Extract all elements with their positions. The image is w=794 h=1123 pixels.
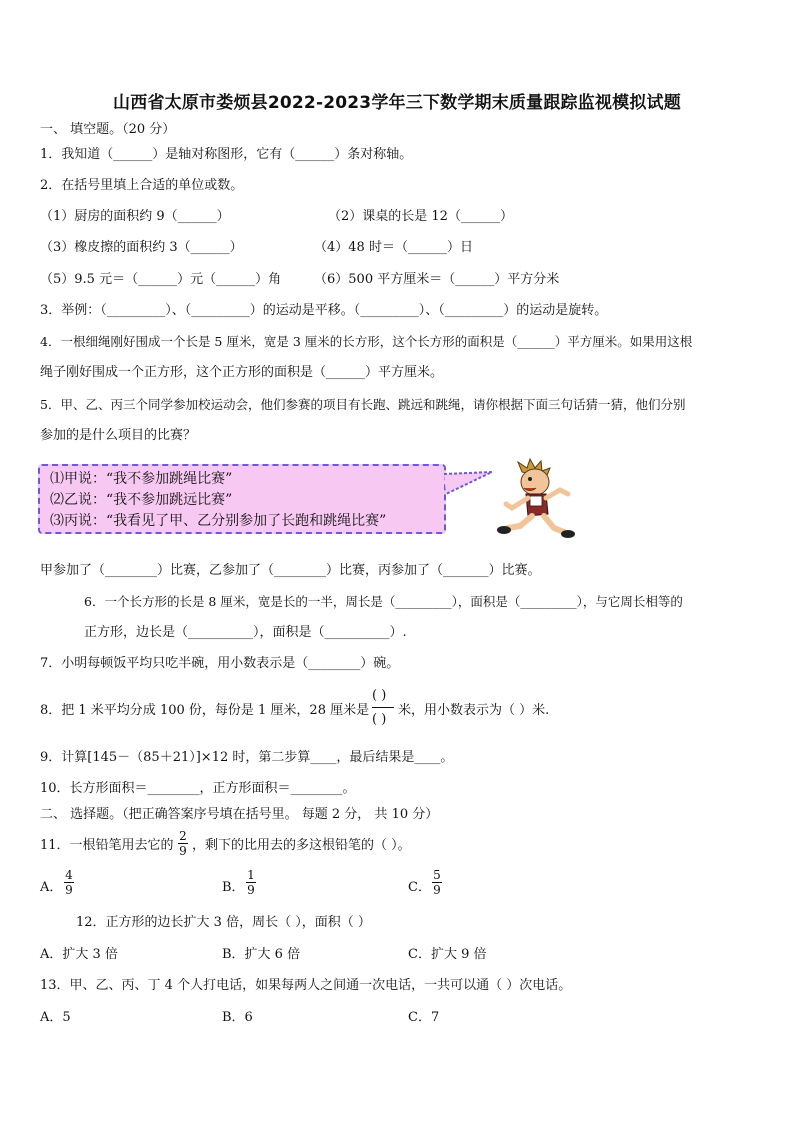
question-12: 12．正方形的边长扩大 3 倍，周长（ ），面积（ ）: [76, 915, 371, 930]
question-6-line-1: 6．一个长方形的长是 8 厘米，宽是长的一半，周长是（_________），面积是（_________），与它周长相等的: [84, 594, 683, 609]
option-a-fraction: [63, 868, 75, 897]
question-2-1: （1）厨房的面积约 9（______）: [40, 209, 230, 224]
question-10: 10．长方形面积＝________，正方形面积＝________。: [40, 781, 356, 796]
question-4-line-1: 4．一根细绳刚好围成一个长是 5 厘米，宽是 3 厘米的长方形，这个长方形的面积是（______）平方厘米。如果用这根: [40, 334, 693, 349]
question-2-4: （4）48 时＝（______）日: [314, 240, 473, 255]
speech-bubble-tail-icon: [444, 470, 496, 498]
question-2-2: （2）课桌的长是 12（______）: [328, 209, 513, 224]
page-title: 山西省太原市娄烦县2022-2023学年三下数学期末质量跟踪监视模拟试题: [113, 93, 681, 113]
section-1-heading: 一、 填空题。（20 分）: [40, 122, 176, 137]
question-7: 7．小明每顿饭平均只吃半碗，用小数表示是（________）碗。: [40, 656, 400, 671]
question-13: 13．甲、乙、丙、丁 4 个人打电话，如果每两人之间通一次电话，一共可以通（ ）次电话。: [40, 978, 572, 993]
question-8-tail: 米，用小数表示为（ ）米.: [398, 703, 550, 718]
question-2-6: （6）500 平方厘米＝（______）平方分米: [314, 272, 560, 287]
option-c-fraction: [431, 868, 443, 897]
question-11-fraction: [177, 829, 189, 858]
question-12-option-c: C．扩大 9 倍: [408, 947, 487, 962]
question-2-3: （3）橡皮擦的面积约 3（______）: [40, 240, 243, 255]
question-1: 1．我知道（______）是轴对称图形，它有（______）条对称轴。: [40, 147, 413, 162]
question-5-line-2: 参加的是什么项目的比赛？: [40, 428, 197, 443]
option-a-label: A．: [40, 880, 63, 895]
question-13-option-c: C．7: [408, 1010, 440, 1025]
question-8-fraction-top: ( ): [372, 688, 387, 703]
question-2: 2．在括号里填上合适的单位或数。: [40, 178, 244, 193]
question-12-option-a: A．扩大 3 倍: [40, 947, 118, 962]
bubble-statement-1: ⑴甲说：“我不参加跳绳比赛”: [50, 471, 233, 487]
question-13-option-b: B．6: [222, 1010, 253, 1025]
section-2-heading: 二、 选择题。（把正确答案序号填在括号里。 每题 2 分， 共 10 分）: [40, 807, 439, 822]
question-6-line-2: 正方形，边长是（__________），面积是（__________）.: [84, 625, 407, 640]
fraction-numerator: 1: [247, 868, 255, 882]
running-boy-icon: [494, 458, 578, 540]
option-b-label: B．: [222, 880, 245, 895]
question-11-text: 11．一根铅笔用去它的: [40, 838, 174, 853]
option-b-fraction: [245, 868, 257, 897]
speech-bubble: [38, 464, 446, 534]
fraction-numerator: 4: [65, 868, 73, 882]
question-3: 3．举例：（_________）、（_________）的运动是平移。（_________）、（_________）的运动是旋转。: [40, 303, 608, 318]
question-12-option-b: B．扩大 6 倍: [222, 947, 301, 962]
question-4-line-2: 绳子刚好围成一个正方形，这个正方形的面积是（______）平方厘米。: [40, 365, 444, 380]
question-5-line-1: 5．甲、乙、丙三个同学参加校运动会，他们参赛的项目有长跑、跳远和跳绳，请你根据下面三句话猜一猜，他们分别: [40, 397, 686, 412]
question-5-answer: 甲参加了（________）比赛，乙参加了（________）比赛，丙参加了（_______）比赛。: [40, 563, 541, 578]
option-c-label: C．: [408, 880, 431, 895]
question-11-tail: ，剩下的比用去的多这根铅笔的（ ）。: [192, 838, 411, 853]
bubble-statement-2: ⑵乙说：“我不参加跳远比赛”: [50, 492, 233, 508]
question-9: 9．计算[145－（85＋21）]×12 时，第二步算____，最后结果是____。: [40, 750, 454, 765]
fraction-denominator: 9: [247, 883, 255, 897]
fraction-denominator: 9: [433, 883, 441, 897]
fraction-numerator: 5: [433, 868, 441, 882]
question-2-5: （5）9.5 元＝（______）元（______）角: [40, 272, 282, 287]
question-8-fraction-bar: [372, 707, 394, 708]
fraction-denominator: 9: [179, 844, 187, 858]
question-8-fraction-bottom: ( ): [372, 712, 387, 727]
fraction-numerator: 2: [179, 829, 187, 843]
fraction-denominator: 9: [65, 883, 73, 897]
question-13-option-a: A．5: [40, 1010, 71, 1025]
bubble-statement-3: ⑶丙说：“我看见了甲、乙分别参加了长跑和跳绳比赛”: [50, 513, 387, 529]
question-8-text: 8．把 1 米平均分成 100 份，每份是 1 厘米，28 厘米是: [40, 703, 370, 718]
